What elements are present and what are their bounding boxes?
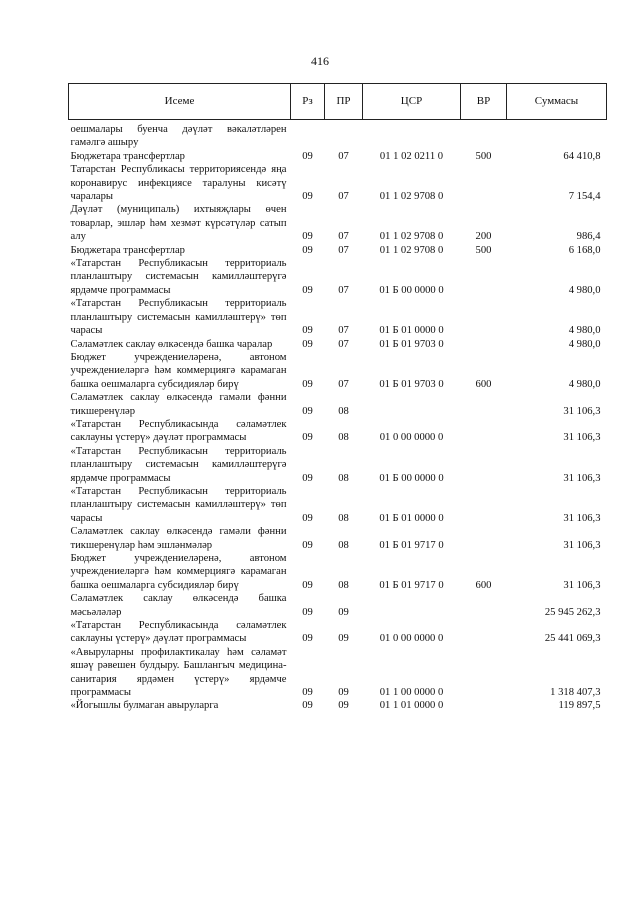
- cell-sum: 31 106,3: [563, 472, 601, 484]
- cell-csr: 01 Б 00 0000 0: [379, 284, 444, 296]
- table-row: [69, 552, 607, 592]
- cell-pr: 08: [338, 512, 349, 524]
- cell-vr: 500: [475, 150, 492, 162]
- table-row: [69, 699, 607, 712]
- cell-rz: 09: [302, 150, 313, 162]
- cell-rz: 09: [302, 633, 313, 645]
- cell-pr: [325, 120, 363, 150]
- cell-rz: 09: [302, 405, 313, 417]
- table-row: [69, 445, 607, 485]
- cell-vr: 500: [475, 244, 492, 256]
- cell-name: Сәламәтлек саклау өлкәсендә башка мәсьәләләр: [70, 593, 287, 618]
- cell-csr: 01 1 02 9708 0: [379, 231, 444, 243]
- cell-sum: 4 980,0: [568, 338, 601, 350]
- cell-rz: 09: [302, 700, 313, 712]
- cell-csr: 01 0 00 0000 0: [379, 633, 444, 645]
- table-body: [69, 120, 607, 713]
- cell-csr: 01 Б 01 9703 0: [379, 338, 444, 350]
- page-number: 416: [311, 54, 329, 68]
- header-sum: Суммасы: [507, 84, 607, 120]
- cell-pr: 07: [338, 244, 349, 256]
- cell-name: Сәламәтлек саклау өлкәсендә гамәли фәнни тикшеренүләр: [70, 392, 287, 417]
- cell-vr: [461, 592, 507, 619]
- cell-csr: 01 Б 00 0000 0: [379, 472, 444, 484]
- cell-pr: 07: [338, 325, 349, 337]
- cell-csr: 01 1 01 0000 0: [379, 700, 444, 712]
- table-row: [69, 120, 607, 150]
- table-row: [69, 525, 607, 552]
- cell-name: Бюджет учреждениеләренә, автоном учреждениеләргә һәм коммерциягә карамаган башка оешмаларга субсидияләр бирү: [70, 351, 287, 390]
- cell-csr: 01 Б 01 0000 0: [379, 325, 444, 337]
- cell-rz: 09: [302, 284, 313, 296]
- table-row: [69, 203, 607, 243]
- cell-sum: 986,4: [576, 231, 601, 243]
- cell-pr: 08: [338, 472, 349, 484]
- cell-csr: [363, 120, 461, 150]
- cell-name: «Татарстан Республикасында сәламәтлек саклауны үстерү» дәүләт программасы: [70, 418, 287, 444]
- cell-vr: [461, 163, 507, 203]
- cell-name: «Татарстан Республикасын территориаль планлаштыру системасын камилләштерүгә ярдәмче программасы: [70, 445, 287, 484]
- cell-rz: 09: [302, 432, 313, 444]
- cell-csr: 01 1 02 0211 0: [379, 150, 444, 162]
- table-row: [69, 244, 607, 257]
- table-row: [69, 646, 607, 700]
- cell-rz: 09: [302, 472, 313, 484]
- cell-rz: 09: [302, 579, 313, 591]
- table-header-row: [69, 84, 607, 120]
- cell-rz: 09: [302, 231, 313, 243]
- cell-pr: 09: [338, 633, 349, 645]
- cell-pr: 09: [338, 687, 349, 699]
- cell-name: Бюджетара трансфертлар: [70, 150, 185, 162]
- cell-vr: [461, 445, 507, 485]
- cell-vr: 600: [475, 378, 492, 390]
- cell-sum: 4 980,0: [568, 284, 601, 296]
- cell-sum: 4 980,0: [568, 325, 601, 337]
- cell-name: оешмалары буенча дәүләт вәкаләтләрен гамәлгә ашыру: [70, 124, 287, 149]
- cell-name: «Татарстан Республикасын территориаль планлаштыру системасын камилләштерү» төп чарасы: [70, 485, 287, 524]
- cell-vr: [461, 391, 507, 418]
- cell-vr: [461, 525, 507, 552]
- cell-rz: 09: [302, 378, 313, 390]
- table-row: [69, 418, 607, 445]
- cell-name: «Авыруларны профилактикалау һәм сәламәт яшәү рәвешен булдыру. Башлангыч медицина-санитария ярдәмен үстерү» ярдәмче программасы: [70, 646, 287, 699]
- cell-sum: 4 980,0: [568, 378, 601, 390]
- cell-pr: 08: [338, 432, 349, 444]
- cell-sum: [507, 120, 607, 150]
- cell-rz: 09: [302, 325, 313, 337]
- cell-vr: [461, 619, 507, 646]
- table-row: [69, 485, 607, 525]
- cell-rz: 09: [302, 687, 313, 699]
- cell-csr: 01 Б 01 9717 0: [379, 539, 444, 551]
- cell-sum: 25 441 069,3: [544, 633, 601, 645]
- cell-vr: [461, 485, 507, 525]
- cell-pr: 08: [338, 579, 349, 591]
- cell-pr: 07: [338, 284, 349, 296]
- cell-rz: 09: [302, 539, 313, 551]
- cell-name: Бюджет учреждениеләренә, автоном учреждениеләргә һәм коммерциягә карамаган башка оешмаларга субсидияләр бирү: [70, 553, 287, 591]
- cell-name: «Татарстан Республикасында сәламәтлек саклауны үстерү» дәүләт программасы: [70, 620, 287, 645]
- cell-name: Сәламәтлек саклау өлкәсендә гамәли фәнни тикшеренүләр һәм эшләнмәләр: [70, 526, 287, 551]
- cell-sum: 64 410,8: [563, 150, 601, 162]
- table-row: [69, 297, 607, 337]
- header-vr: ВР: [461, 84, 507, 120]
- cell-pr: 07: [338, 338, 349, 350]
- cell-vr: [461, 120, 507, 150]
- cell-sum: 119 897,5: [558, 700, 601, 712]
- table-row: [69, 592, 607, 619]
- cell-csr: [363, 391, 461, 418]
- cell-sum: 1 318 407,3: [550, 687, 601, 699]
- header-csr: ЦСР: [363, 84, 461, 120]
- cell-pr: 07: [338, 191, 349, 203]
- table-row: [69, 351, 607, 391]
- cell-pr: 08: [338, 539, 349, 551]
- cell-csr: 01 0 00 0000 0: [379, 432, 444, 444]
- cell-rz: 09: [302, 338, 313, 350]
- cell-pr: 08: [338, 405, 349, 417]
- cell-rz: 09: [302, 191, 313, 203]
- cell-csr: 01 Б 01 0000 0: [379, 512, 444, 524]
- cell-pr: 07: [338, 150, 349, 162]
- cell-rz: [291, 120, 325, 150]
- cell-sum: 31 106,3: [563, 539, 601, 551]
- cell-name: Дәүләт (муниципаль) ихтыяҗлары өчен товарлар, эшләр һәм хезмәт күрсәтүләр сатып алу: [70, 204, 287, 243]
- cell-csr: 01 Б 01 9717 0: [379, 579, 444, 591]
- cell-csr: 01 1 00 0000 0: [379, 687, 444, 699]
- cell-vr: [461, 257, 507, 297]
- header-name: Исеме: [69, 84, 291, 120]
- cell-csr: 01 1 02 9708 0: [379, 244, 444, 256]
- cell-vr: 600: [475, 579, 492, 591]
- cell-vr: [461, 297, 507, 337]
- cell-vr: 200: [475, 231, 492, 243]
- cell-sum: 31 106,3: [563, 432, 601, 444]
- table-row: [69, 338, 607, 351]
- cell-csr: [363, 592, 461, 619]
- table-row: [69, 163, 607, 203]
- cell-name: Сәламәтлек саклау өлкәсендә башка чаралар: [70, 338, 273, 350]
- header-pr: ПР: [325, 84, 363, 120]
- cell-vr: [461, 646, 507, 700]
- cell-name: «Татарстан Республикасын территориаль планлаштыру системасын камилләштерү» төп чарасы: [70, 298, 287, 337]
- cell-vr: [461, 338, 507, 351]
- budget-table: [68, 83, 607, 713]
- table-row: [69, 391, 607, 418]
- header-rz: Рз: [291, 84, 325, 120]
- cell-sum: 6 168,0: [568, 244, 601, 256]
- cell-vr: [461, 418, 507, 445]
- cell-vr: [461, 699, 507, 712]
- cell-name: Татарстан Республикасы территориясендә яңа коронавирус инфекциясе таралуны кисәтү чаралары: [70, 164, 287, 203]
- cell-rz: 09: [302, 244, 313, 256]
- cell-csr: 01 Б 01 9703 0: [379, 378, 444, 390]
- cell-pr: 07: [338, 378, 349, 390]
- cell-sum: 31 106,3: [563, 512, 601, 524]
- cell-sum: 25 945 262,3: [544, 606, 601, 618]
- table-row: [69, 619, 607, 646]
- cell-pr: 09: [338, 606, 349, 618]
- table-row: [69, 257, 607, 297]
- cell-name: Бюджетара трансфертлар: [70, 244, 185, 256]
- cell-name: «Йогышлы булмаган авыруларга: [70, 700, 219, 712]
- cell-rz: 09: [302, 606, 313, 618]
- cell-pr: 09: [338, 700, 349, 712]
- cell-pr: 07: [338, 231, 349, 243]
- cell-rz: 09: [302, 512, 313, 524]
- cell-name: «Татарстан Республикасын территориаль планлаштыру системасын камилләштерүгә ярдәмче программасы: [70, 258, 287, 296]
- table-row: [69, 150, 607, 163]
- cell-sum: 31 106,3: [563, 579, 601, 591]
- cell-csr: 01 1 02 9708 0: [379, 191, 444, 203]
- cell-sum: 7 154,4: [568, 191, 601, 203]
- cell-sum: 31 106,3: [563, 405, 601, 417]
